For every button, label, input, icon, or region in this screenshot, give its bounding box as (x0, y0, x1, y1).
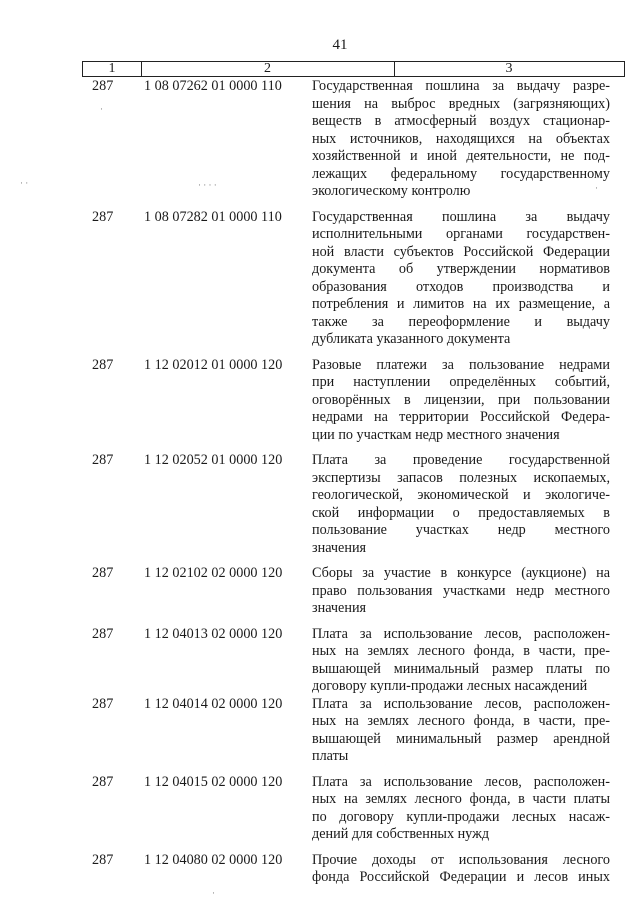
scan-speck: · (595, 183, 598, 193)
description-line: Государственная пошлина за выдачу разре- (312, 78, 610, 94)
income-description (312, 774, 610, 844)
description-line: вышающей минимальный размер платы по (312, 660, 610, 677)
budget-code: 1 12 04013 02 0000 120 (144, 625, 283, 642)
description-line: Плата за проведение государственной (312, 452, 610, 468)
budget-code: 1 12 02012 01 0000 120 (144, 356, 283, 373)
income-description (312, 626, 610, 696)
description-line: значения (312, 539, 367, 556)
description-line: лежащих федеральному государственному (312, 165, 610, 182)
description-line: потребления и лимитов на их размещение, а (312, 296, 610, 312)
scan-speck: · (212, 888, 215, 898)
description-line: дубликата указанного документа (312, 331, 511, 347)
description-line: экспертизы запасов полезных ископаемых, (312, 469, 610, 486)
description-line: шения на выброс вредных (загрязняющих) (312, 95, 610, 112)
admin-code: 287 (92, 773, 114, 790)
description-line: недрами на территории Российской Федера- (312, 409, 610, 425)
table-row (82, 452, 625, 557)
description-line: хозяйственной и иной деятельности, не под- (312, 148, 610, 164)
description-line: Государственная пошлина за выдачу (312, 208, 610, 225)
scan-speck: · (100, 104, 103, 114)
budget-code: 1 08 07282 01 0000 110 (144, 208, 282, 225)
description-line: при наступлении определённых событий, (312, 374, 610, 390)
description-line: Прочие доходы от использования лесного (312, 851, 610, 868)
description-line: ской информации о предоставляемых в (312, 504, 610, 521)
table-row (82, 626, 625, 696)
description-line: ных на землях лесного фонда, в части, пре- (312, 713, 610, 729)
table-row (82, 78, 625, 201)
description-line: договору купли-продажи лесных насаждений (312, 678, 588, 694)
income-description (312, 357, 610, 445)
table-row (82, 696, 625, 766)
admin-code: 287 (92, 695, 114, 712)
table-header (82, 61, 625, 77)
admin-code: 287 (92, 452, 114, 468)
description-line: образования отходов производства и (312, 278, 610, 295)
description-line: Плата за использование лесов, расположен- (312, 695, 610, 712)
description-line: платы (312, 748, 349, 764)
description-line: геологической, экономической и экологиче- (312, 487, 610, 503)
description-line: также за переоформление и выдачу (312, 313, 610, 330)
column-header-3: 3 (505, 61, 513, 76)
budget-code: 1 12 02052 01 0000 120 (144, 452, 283, 468)
description-line: документа об утверждении нормативов (312, 261, 610, 277)
description-line: ных на землях лесного фонда, в части, пре- (312, 643, 610, 659)
description-line: оговорённых в лицензии, при пользовании (312, 391, 610, 408)
budget-code: 1 12 04015 02 0000 120 (144, 773, 283, 790)
description-line: фонда Российской Федерации и лесов иных (312, 869, 610, 885)
table-body (82, 78, 625, 887)
column-header-1: 1 (83, 62, 142, 76)
description-line: исполнительными органами государствен- (312, 226, 610, 242)
budget-code: 1 12 04014 02 0000 120 (144, 695, 283, 712)
description-line: пользование участках недр местного (312, 522, 610, 538)
description-line: Сборы за участие в конкурсе (аукционе) на (312, 565, 610, 581)
admin-code: 287 (92, 78, 114, 94)
description-line: Разовые платежи за пользование недрами (312, 356, 610, 373)
budget-code: 1 12 04080 02 0000 120 (144, 851, 283, 868)
income-description (312, 452, 610, 557)
table-row (82, 565, 625, 618)
budget-code: 1 08 07262 01 0000 110 (144, 78, 282, 94)
income-description (312, 852, 610, 887)
description-line: веществ в атмосферный воздух стационар- (312, 113, 610, 129)
description-line: право пользования участками недр местного (312, 582, 610, 599)
description-line: дений для собственных нужд (312, 826, 490, 842)
table-row (82, 774, 625, 844)
admin-code: 287 (92, 356, 114, 373)
income-description (312, 565, 610, 618)
page-number: 41 (332, 37, 348, 53)
description-line: ных источников, находящихся на объектах (312, 130, 610, 147)
income-description (312, 209, 610, 349)
description-line: по договору купли-продажи лесных насаж- (312, 808, 610, 825)
income-description (312, 78, 610, 201)
column-header-2: 2 (141, 62, 395, 76)
admin-code: 287 (92, 625, 114, 642)
description-line: Плата за использование лесов, расположен- (312, 625, 610, 642)
description-line: экологическому контролю (312, 183, 471, 199)
description-line: ции по участкам недр местного значения (312, 426, 560, 443)
admin-code: 287 (92, 851, 114, 868)
description-line: ных на землях лесного фонда, в части платы (312, 791, 610, 807)
description-line: вышающей минимальный размер арендной (312, 730, 610, 747)
scan-speck: · · (20, 178, 29, 188)
table-row (82, 357, 625, 445)
table-row (82, 209, 625, 349)
description-line: ной власти субъектов Российской Федерации (312, 243, 610, 260)
budget-code: 1 12 02102 02 0000 120 (144, 565, 283, 581)
admin-code: 287 (92, 208, 114, 225)
scan-speck: · · · · (198, 180, 217, 190)
admin-code: 287 (92, 565, 114, 581)
description-line: Плата за использование лесов, расположен- (312, 773, 610, 790)
description-line: значения (312, 600, 367, 616)
income-description (312, 696, 610, 766)
table-row (82, 852, 625, 887)
